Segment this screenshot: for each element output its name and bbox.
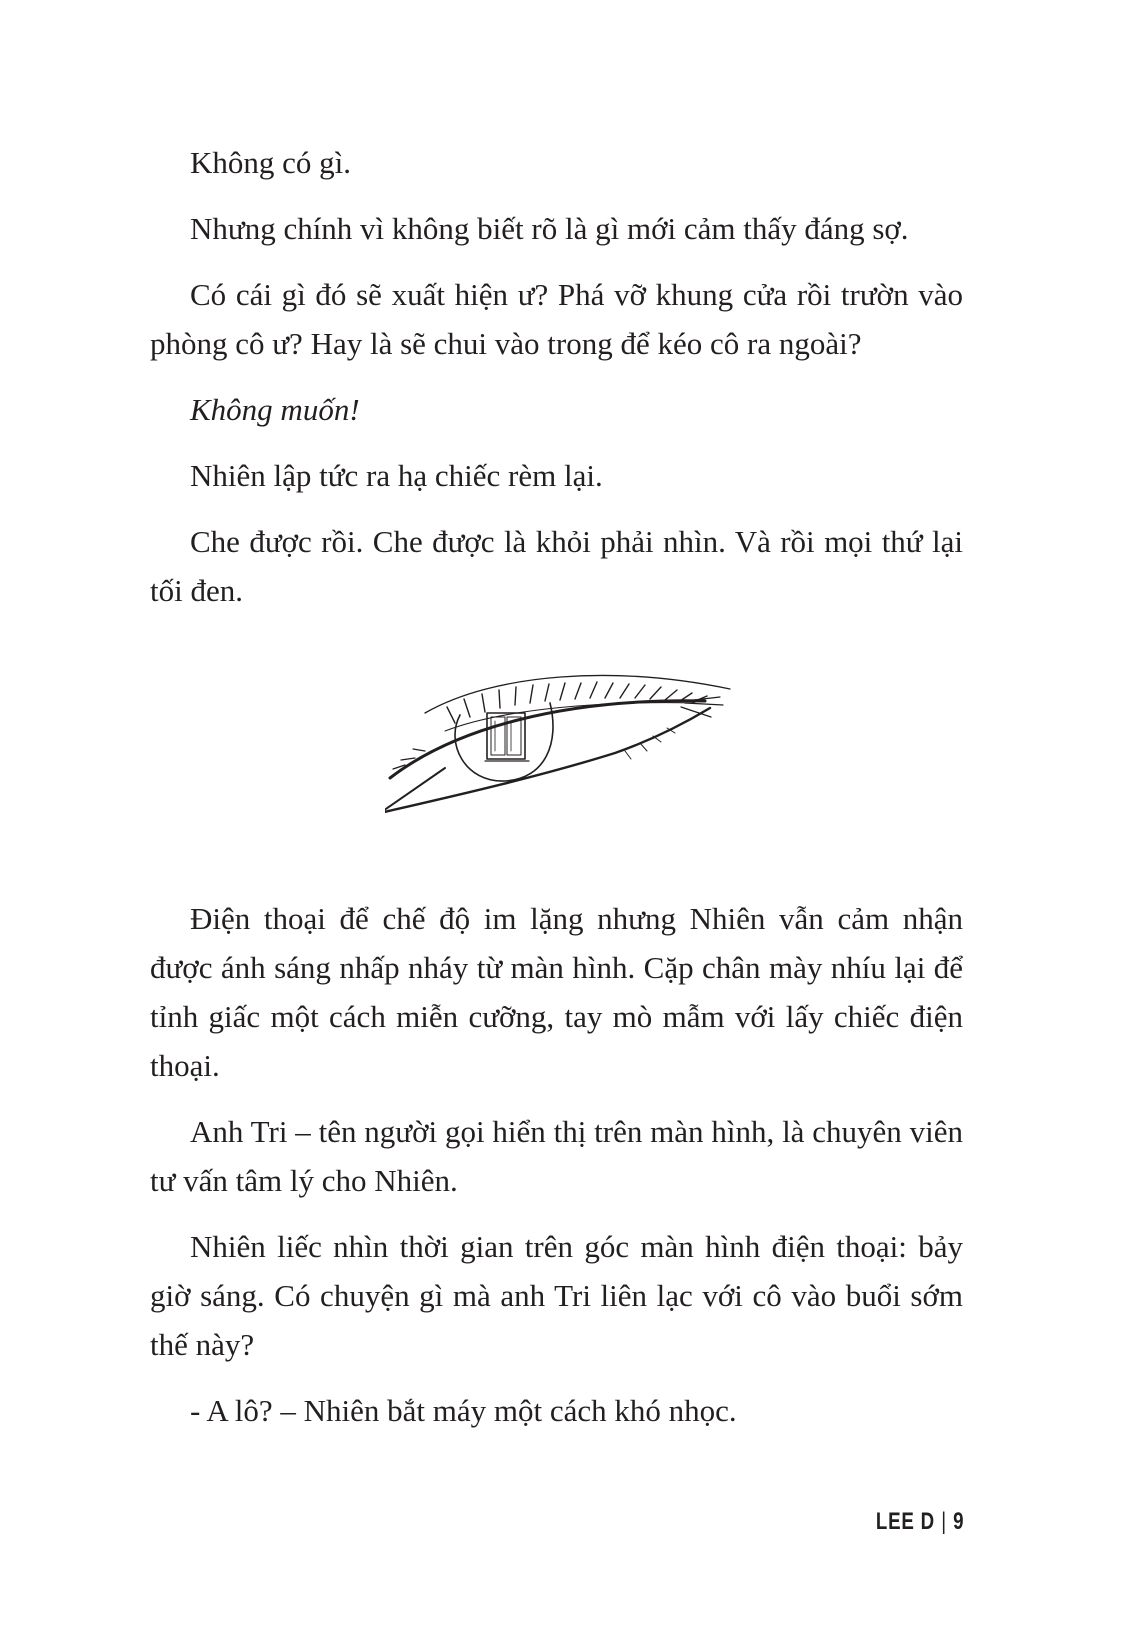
text-block-bottom bbox=[150, 894, 963, 1452]
paragraph: Che được rồi. Che được là khỏi phải nhìn. Và rồi mọi thứ lại tối đen. bbox=[150, 524, 963, 608]
paragraph: Nhiên lập tức ra hạ chiếc rèm lại. bbox=[190, 458, 603, 493]
paragraph: Anh Tri – tên người gọi hiển thị trên màn hình, là chuyên viên tư vấn tâm lý cho Nhiên. bbox=[150, 1114, 963, 1198]
paragraph: Nhưng chính vì không biết rõ là gì mới cảm thấy đáng sợ. bbox=[190, 211, 909, 246]
eye-illustration-icon bbox=[385, 673, 745, 828]
paragraph: Không có gì. bbox=[190, 145, 352, 180]
author-name: LEE D bbox=[875, 1508, 935, 1535]
text-block-top bbox=[150, 138, 963, 632]
footer-separator: | bbox=[940, 1508, 947, 1535]
paragraph-italic: Không muốn! bbox=[190, 392, 360, 427]
paragraph: Điện thoại để chế độ im lặng nhưng Nhiên vẫn cảm nhận được ánh sáng nhấp nháy từ màn hình. Cặp chân mày nhíu lại để tỉnh giấc một cách miễn cưỡng, tay mò mẫm với lấy chiếc điện thoại. bbox=[150, 901, 963, 1083]
page-footer bbox=[876, 1508, 964, 1536]
paragraph: Nhiên liếc nhìn thời gian trên góc màn hình điện thoại: bảy giờ sáng. Có chuyện gì mà anh Tri liên lạc với cô vào buổi sớm thế này? bbox=[150, 1229, 963, 1362]
paragraph: - A lô? – Nhiên bắt máy một cách khó nhọc. bbox=[190, 1393, 737, 1428]
paragraph: Có cái gì đó sẽ xuất hiện ư? Phá vỡ khung cửa rồi trườn vào phòng cô ư? Hay là sẽ chui vào trong để kéo cô ra ngoài? bbox=[150, 277, 963, 361]
page-number: 9 bbox=[952, 1508, 964, 1535]
